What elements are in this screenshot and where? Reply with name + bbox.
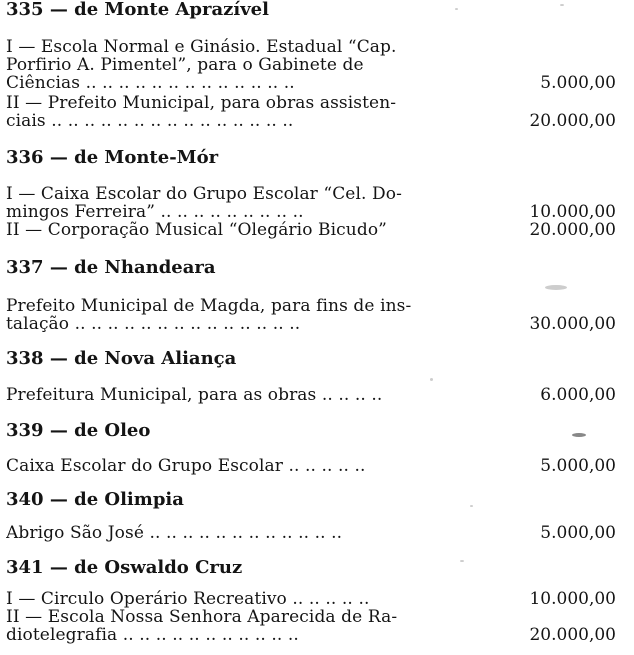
entry-line: I — Circulo Operário Recreativo .. .. .. .. .. xyxy=(6,590,370,608)
entry-line: Ciências .. .. .. .. .. .. .. .. .. .. .. .. .. xyxy=(6,74,295,92)
scan-speck xyxy=(470,505,473,507)
section-heading: 339 — de Oleo xyxy=(6,420,151,441)
scan-speck xyxy=(545,285,567,290)
section-heading: 340 — de Olimpia xyxy=(6,489,184,510)
entry-line: Prefeito Municipal de Magda, para fins de ins- xyxy=(6,297,412,315)
section-heading: 337 — de Nhandeara xyxy=(6,257,216,278)
scan-speck xyxy=(430,378,433,381)
entry-line: I — Escola Normal e Ginásio. Estadual “Cap. xyxy=(6,38,397,56)
scan-speck xyxy=(572,433,586,437)
entry-line: II — Escola Nossa Senhora Aparecida de Ra- xyxy=(6,608,398,626)
entry-line: talação .. .. .. .. .. .. .. .. .. .. .. .. .. .. xyxy=(6,315,301,333)
entry-line: Prefeitura Municipal, para as obras .. .. .. .. xyxy=(6,386,383,404)
entry-line: II — Corporação Musical “Olegário Bicudo” xyxy=(6,221,387,239)
scan-speck xyxy=(560,4,564,6)
scan-speck xyxy=(455,8,458,10)
section-heading: 338 — de Nova Aliança xyxy=(6,348,237,369)
section-heading: 336 — de Monte-Mór xyxy=(6,147,219,168)
entry-amount: 10.000,00 xyxy=(529,589,616,609)
entry-line: I — Caixa Escolar do Grupo Escolar “Cel. Do- xyxy=(6,185,402,203)
entry-amount: 20.000,00 xyxy=(529,625,616,645)
entry-amount: 6.000,00 xyxy=(540,385,616,405)
entry-amount: 20.000,00 xyxy=(529,220,616,240)
entry-line: ciais .. .. .. .. .. .. .. .. .. .. .. .. .. .. .. xyxy=(6,112,294,130)
entry-amount: 30.000,00 xyxy=(529,314,616,334)
section-heading: 335 — de Monte Aprazível xyxy=(6,0,269,20)
entry-line: Caixa Escolar do Grupo Escolar .. .. .. .. .. xyxy=(6,457,366,475)
entry-line: Abrigo São José .. .. .. .. .. .. .. .. .. .. .. .. xyxy=(6,524,343,542)
entry-line: mingos Ferreira” .. .. .. .. .. .. .. .. .. xyxy=(6,203,304,221)
scan-speck xyxy=(460,560,464,562)
entry-line: II — Prefeito Municipal, para obras assisten- xyxy=(6,94,397,112)
entry-amount: 5.000,00 xyxy=(540,523,616,543)
entry-amount: 5.000,00 xyxy=(540,456,616,476)
entry-amount: 20.000,00 xyxy=(529,111,616,131)
entry-amount: 5.000,00 xyxy=(540,73,616,93)
entry-line: diotelegrafia .. .. .. .. .. .. .. .. .. .. .. xyxy=(6,626,299,644)
section-heading: 341 — de Oswaldo Cruz xyxy=(6,557,243,578)
entry-amount: 10.000,00 xyxy=(529,202,616,222)
entry-line: Porfirio A. Pimentel”, para o Gabinete de xyxy=(6,56,364,74)
